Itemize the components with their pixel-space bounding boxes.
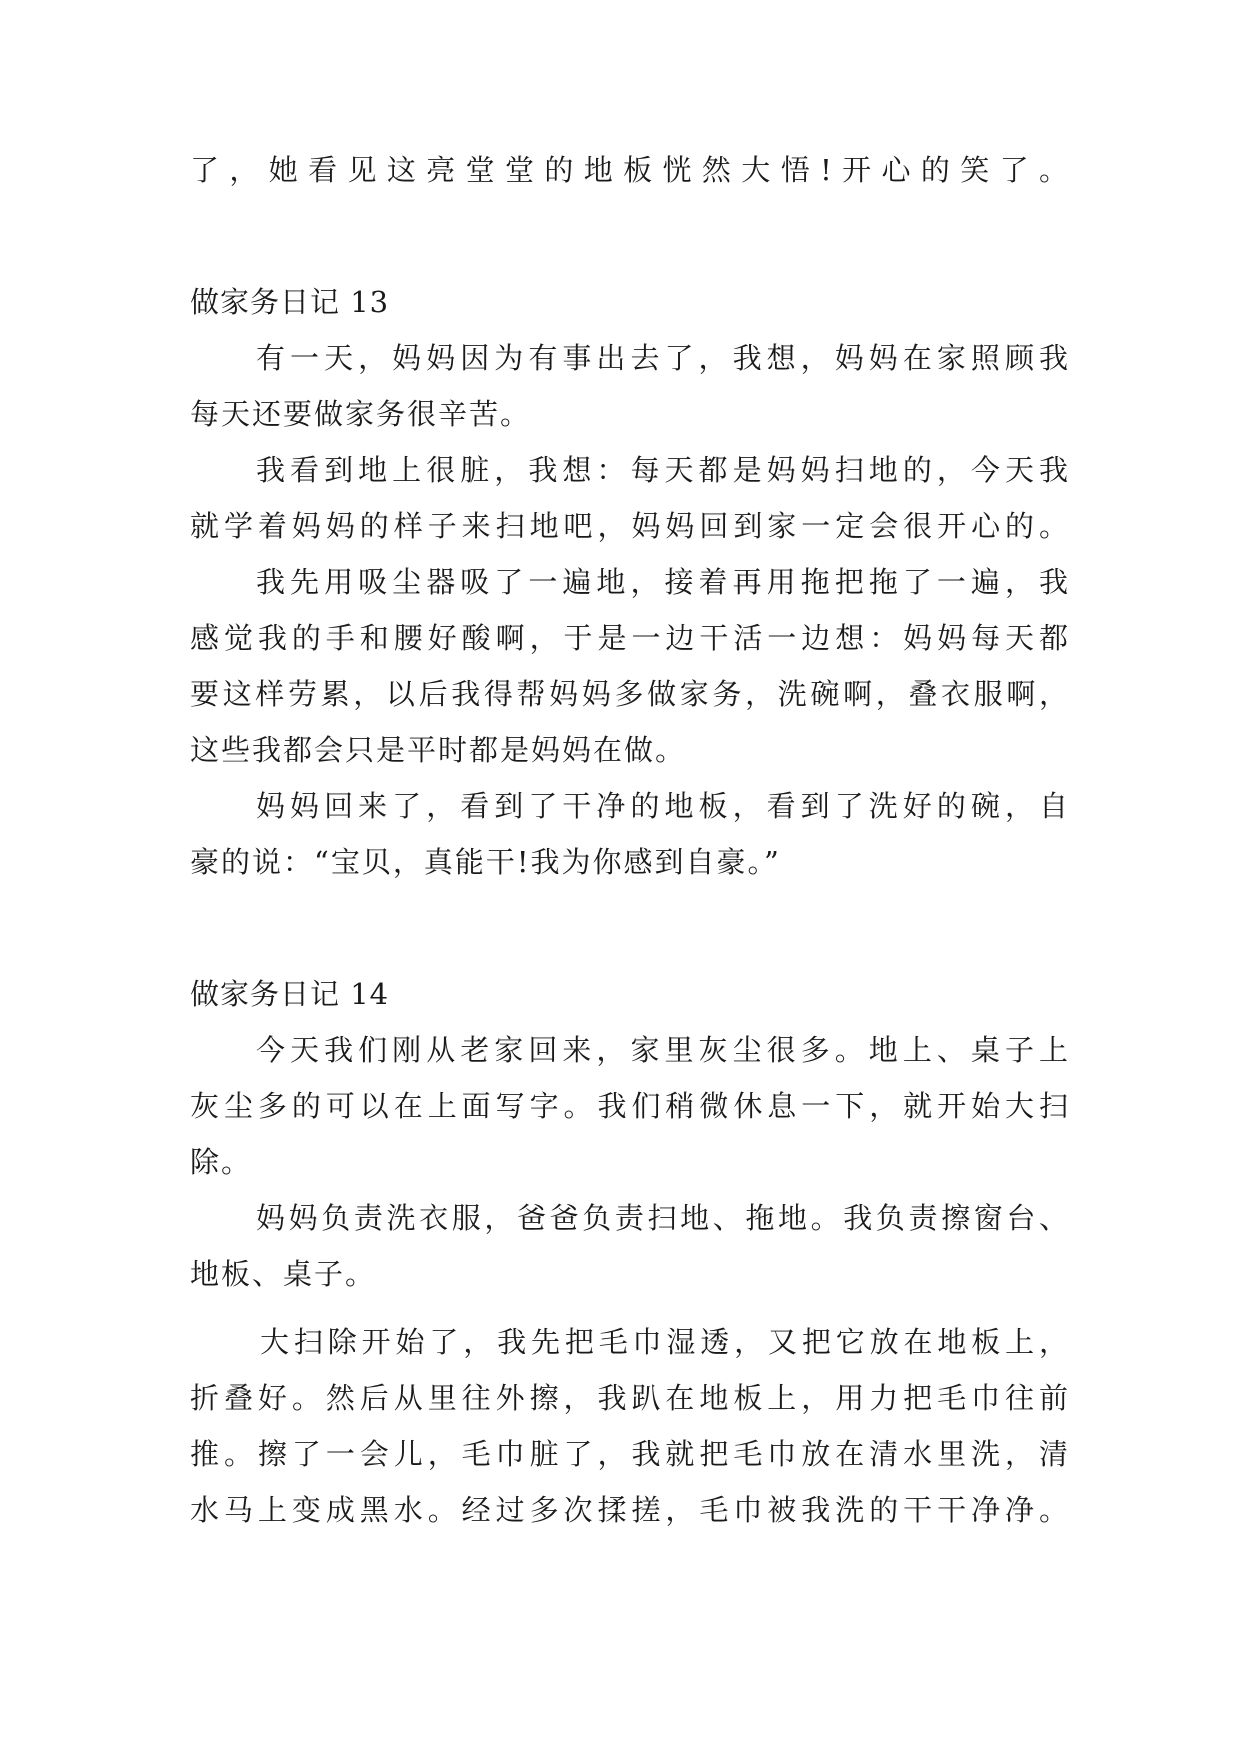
- section-14-line: 妈妈负责洗衣服，爸爸负责扫地、拖地。我负责擦窗台、: [256, 1201, 1070, 1235]
- section-13-line: 感觉我的手和腰好酸啊，于是一边干活一边想：妈妈每天都: [190, 621, 1070, 655]
- section-13-line: 我看到地上很脏，我想：每天都是妈妈扫地的，今天我: [256, 453, 1070, 487]
- section-13-line: 豪的说：“宝贝，真能干!我为你感到自豪。”: [190, 845, 781, 879]
- section-13-line: 我先用吸尘器吸了一遍地，接着再用拖把拖了一遍，我: [256, 565, 1070, 599]
- section-14-line: 灰尘多的可以在上面写字。我们稍微休息一下，就开始大扫: [190, 1089, 1070, 1123]
- section-13-line: 这些我都会只是平时都是妈妈在做。: [190, 733, 687, 767]
- section-14-line: 大扫除开始了，我先把毛巾湿透，又把它放在地板上，: [260, 1325, 1070, 1359]
- section-14-line: 除。: [190, 1145, 253, 1179]
- section-13-line: 要这样劳累，以后我得帮妈妈多做家务，洗碗啊，叠衣服啊，: [190, 677, 1070, 711]
- intro-line: 了，她看见这亮堂堂的地板恍然大悟!开心的笑了。: [190, 153, 1070, 187]
- section-13-line: 有一天，妈妈因为有事出去了，我想，妈妈在家照顾我: [256, 341, 1070, 375]
- section-14-line: 折叠好。然后从里往外擦，我趴在地板上，用力把毛巾往前: [190, 1381, 1070, 1415]
- section-14-line: 地板、桌子。: [190, 1257, 377, 1291]
- section-14-line: 水马上变成黑水。经过多次揉搓，毛巾被我洗的干干净净。: [190, 1493, 1070, 1527]
- section-13-line: 就学着妈妈的样子来扫地吧，妈妈回到家一定会很开心的。: [190, 509, 1070, 543]
- section-14-heading: 做家务日记 14: [190, 977, 390, 1011]
- section-13-line: 每天还要做家务很辛苦。: [190, 397, 532, 431]
- section-14-line: 今天我们刚从老家回来，家里灰尘很多。地上、桌子上: [256, 1033, 1070, 1067]
- section-14-line: 推。擦了一会儿，毛巾脏了，我就把毛巾放在清水里洗，清: [190, 1437, 1070, 1471]
- section-13-line: 妈妈回来了，看到了干净的地板，看到了洗好的碗，自: [256, 789, 1070, 823]
- section-13-heading: 做家务日记 13: [190, 285, 390, 319]
